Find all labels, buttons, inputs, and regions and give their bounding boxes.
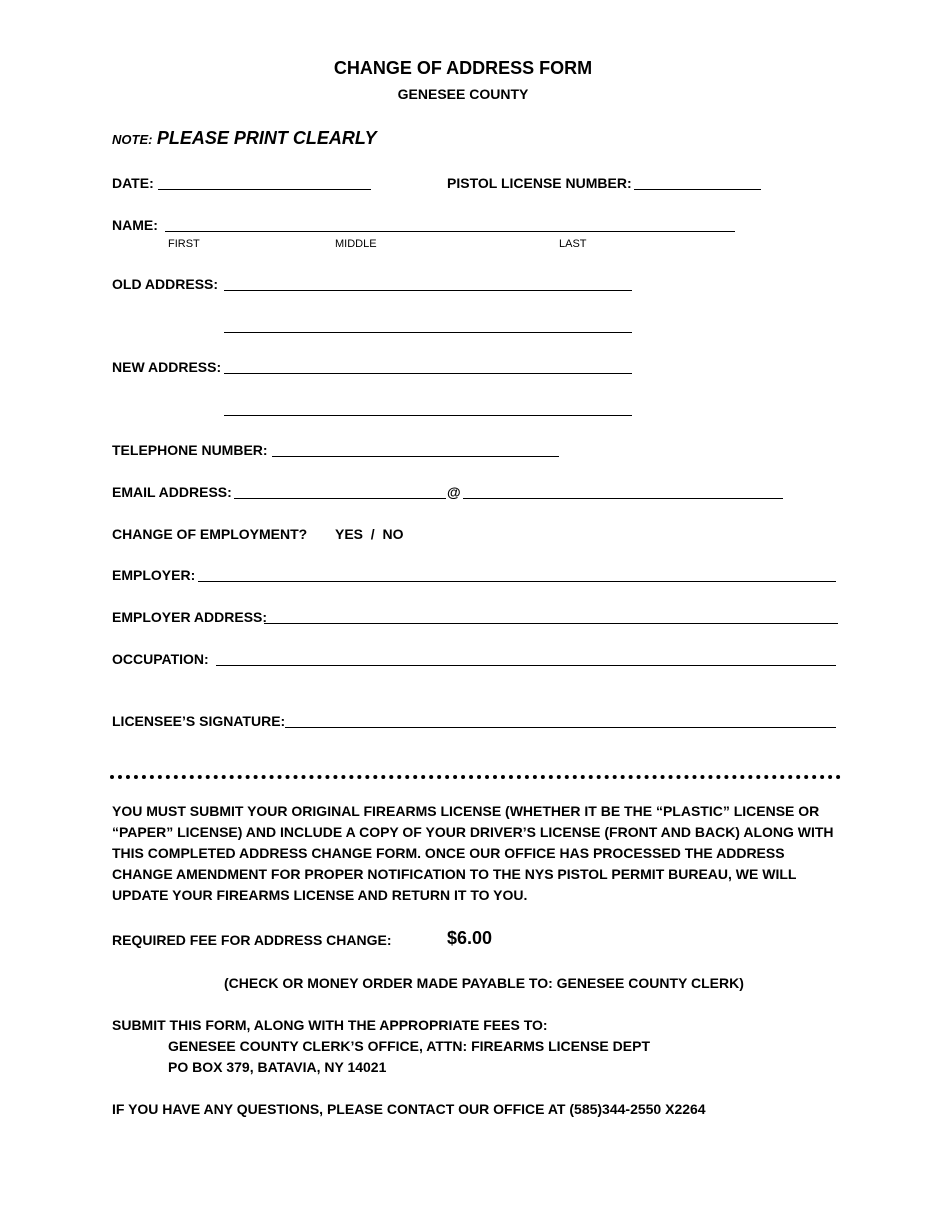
occupation-line[interactable]	[216, 665, 836, 666]
telephone-line[interactable]	[272, 456, 559, 457]
new-address-line-1[interactable]	[224, 373, 632, 374]
name-middle-caption: MIDDLE	[335, 238, 377, 250]
submit-address-line-2: PO BOX 379, BATAVIA, NY 14021	[168, 1059, 387, 1075]
date-label: DATE:	[112, 175, 154, 191]
telephone-label: TELEPHONE NUMBER:	[112, 442, 268, 458]
name-last-caption: LAST	[559, 238, 587, 250]
yes-no-options[interactable]: YES / NO	[335, 526, 404, 542]
county-subtitle: GENESEE COUNTY	[397, 86, 529, 102]
email-label: EMAIL ADDRESS:	[112, 484, 232, 500]
name-line[interactable]	[165, 231, 735, 232]
email-domain-line[interactable]	[463, 498, 783, 499]
employer-label: EMPLOYER:	[112, 567, 196, 583]
form-title: CHANGE OF ADDRESS FORM	[333, 58, 593, 78]
new-address-line-2[interactable]	[224, 415, 632, 416]
pistol-license-line[interactable]	[634, 189, 761, 190]
employer-line[interactable]	[198, 581, 836, 582]
pistol-license-label: PISTOL LICENSE NUMBER:	[447, 175, 632, 191]
note-text: PLEASE PRINT CLEARLY	[156, 128, 377, 148]
occupation-label: OCCUPATION:	[112, 651, 209, 667]
employer-address-label: EMPLOYER ADDRESS:	[112, 609, 268, 625]
note-prefix: NOTE:	[112, 132, 153, 147]
email-at-sign: @	[447, 484, 461, 500]
fee-label: REQUIRED FEE FOR ADDRESS CHANGE:	[112, 932, 392, 948]
payable-note: (CHECK OR MONEY ORDER MADE PAYABLE TO: GENESEE COUNTY CLERK)	[224, 975, 744, 991]
old-address-line-1[interactable]	[224, 290, 632, 291]
instructions-paragraph: YOU MUST SUBMIT YOUR ORIGINAL FIREARMS LICENSE (WHETHER IT BE THE “PLASTIC” LICENSE OR “PAPER” LICENSE) AND INCLUDE A COPY OF YOUR DRIVER’S LICENSE (FRONT AND BACK) ALONG WITH THIS COMPLETED ADDRESS CHANGE FORM. ONCE OUR OFFICE HAS PROCESSED THE ADDRESS CHANGE AMENDMENT FOR PROPER NOTIFICATION TO THE NYS PISTOL PERMIT BUREAU, WE WILL UPDATE YOUR FIREARMS LICENSE AND RETURN IT TO YOU.	[112, 803, 834, 903]
name-label: NAME:	[112, 217, 158, 233]
submit-heading: SUBMIT THIS FORM, ALONG WITH THE APPROPRIATE FEES TO:	[112, 1017, 548, 1033]
fee-amount: $6.00	[447, 928, 493, 948]
submit-address-line-1: GENESEE COUNTY CLERK’S OFFICE, ATTN: FIREARMS LICENSE DEPT	[168, 1038, 650, 1054]
new-address-label: NEW ADDRESS:	[112, 359, 222, 375]
email-user-line[interactable]	[234, 498, 446, 499]
name-first-caption: FIRST	[168, 238, 200, 250]
note	[112, 128, 377, 149]
contact-info: IF YOU HAVE ANY QUESTIONS, PLEASE CONTACT OUR OFFICE AT (585)344-2550 X2264	[112, 1101, 706, 1117]
signature-label: LICENSEE’S SIGNATURE:	[112, 713, 286, 729]
dotted-divider	[110, 775, 841, 779]
old-address-label: OLD ADDRESS:	[112, 276, 219, 292]
old-address-line-2[interactable]	[224, 332, 632, 333]
change-employment-label: CHANGE OF EMPLOYMENT?	[112, 526, 308, 542]
signature-line[interactable]	[285, 727, 836, 728]
date-line[interactable]	[158, 189, 371, 190]
employer-address-line[interactable]	[264, 623, 838, 624]
